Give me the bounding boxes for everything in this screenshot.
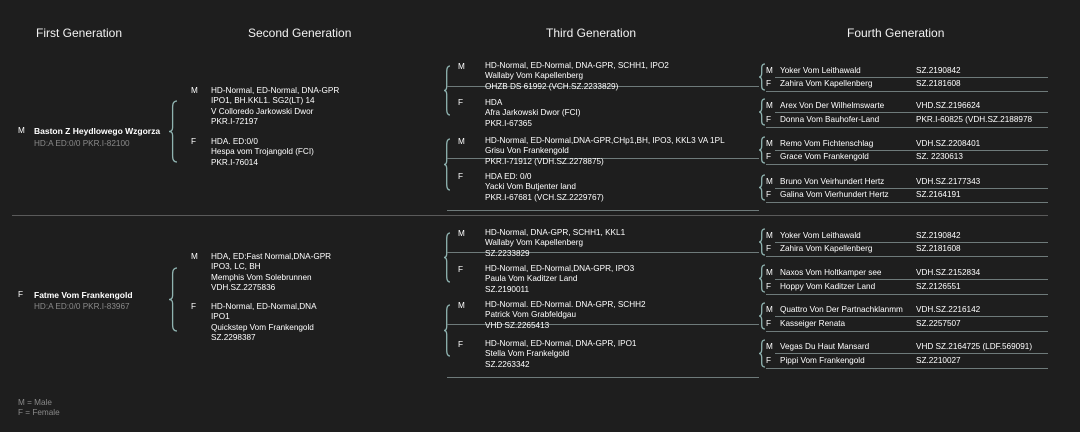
gen4-divider — [766, 91, 1048, 92]
gen4-dog-name[interactable]: Zahira Vom Kapellenberg — [780, 244, 873, 253]
gen4-bracket — [759, 137, 765, 163]
gen4-dog-name[interactable]: Hoppy Vom Kaditzer Land — [780, 282, 876, 291]
gen2-dog-line[interactable]: Quickstep Vom Frankengold — [211, 322, 314, 332]
gen2-dog-line: VDH.SZ.2275836 — [211, 283, 276, 293]
gen4-bracket — [759, 303, 765, 329]
gen3-sex-marker: M — [458, 137, 465, 146]
gen4-bracket — [759, 99, 765, 125]
gen4-dog-name[interactable]: Zahira Vom Kapellenberg — [780, 79, 873, 88]
gen4-registration: VDH.SZ.2177343 — [916, 177, 981, 186]
gen4-dog-row[interactable] — [766, 244, 1056, 255]
gen4-registration: VDH.SZ.2152834 — [916, 268, 981, 277]
gen4-sex-marker: M — [766, 342, 773, 351]
gen2-sex-marker: F — [191, 137, 197, 146]
gen3-dog-line: HD-Normal. ED-Normal. DNA-GPR, SCHH2 — [485, 300, 646, 309]
gen2-dog-line: HD-Normal, ED-Normal,DNA — [211, 302, 317, 311]
gen4-dog-row[interactable] — [766, 231, 1056, 242]
header-third-generation: Third Generation — [546, 26, 637, 40]
gen4-divider — [775, 188, 1048, 189]
gen4-dog-name[interactable]: Kasseiger Renata — [780, 319, 846, 328]
gen4-registration: SZ.2126551 — [916, 282, 961, 291]
gen4-registration: VDH.SZ.2216142 — [916, 305, 981, 314]
gen2-sex-marker: M — [191, 252, 198, 261]
gen4-divider — [766, 256, 1048, 257]
gen3-dog-line[interactable]: Patrick Vom Grabfeldgau — [485, 310, 577, 320]
gen3-dog-line: HD-Normal, ED-Normal, DNA-GPR, IPO1 — [485, 339, 637, 348]
gen4-divider — [775, 353, 1048, 354]
gen1-dog-info: HD:A ED:0/0 PKR.I-82100 — [34, 139, 130, 148]
gen4-registration: SZ.2181608 — [916, 244, 961, 253]
header-second-generation: Second Generation — [248, 26, 352, 40]
gen4-registration: SZ.2190842 — [916, 231, 961, 240]
gen4-divider — [766, 164, 1048, 165]
gen4-dog-name[interactable]: Yoker Vom Leithawald — [780, 231, 861, 240]
gen3-sex-marker: F — [458, 172, 464, 181]
gen2-dog-line: HD-Normal, ED-Normal, DNA-GPR — [211, 86, 340, 95]
gen4-dog-row[interactable] — [766, 139, 1056, 150]
gen4-sex-marker: F — [766, 115, 772, 124]
gen3-dog-line: HDA — [485, 98, 503, 107]
gen3-dog-line: PKR.I-67681 (VCH.SZ.2229767) — [485, 192, 604, 202]
gen3-divider — [447, 210, 759, 211]
gen3-sex-marker: F — [458, 265, 464, 274]
gen4-sex-marker: M — [766, 139, 773, 148]
gen4-registration: SZ.2190842 — [916, 66, 961, 75]
gen3-dog-line: HD-Normal, ED-Normal, DNA-GPR, SCHH1, IPO2 — [485, 61, 669, 70]
gen4-dog-name[interactable]: Remo Vom Fichtenschlag — [780, 139, 874, 148]
gen4-sex-marker: M — [766, 305, 773, 314]
gen4-registration: SZ. 2230613 — [916, 152, 963, 161]
gen2-sex-marker: M — [191, 86, 198, 95]
header-first-generation: First Generation — [36, 26, 123, 40]
header-fourth-generation: Fourth Generation — [847, 26, 945, 40]
gen2-bracket-upper — [444, 233, 450, 282]
gen3-sex-marker: F — [458, 340, 464, 349]
gen4-dog-row[interactable] — [766, 305, 1056, 316]
gen3-dog-line[interactable]: Stella Vom Frankelgold — [485, 349, 570, 359]
gen3-dog-line: HDA ED: 0/0 — [485, 172, 532, 181]
gen4-sex-marker: F — [766, 152, 772, 161]
gen4-sex-marker: M — [766, 231, 773, 240]
gen4-dog-row[interactable] — [766, 66, 1056, 77]
gen4-dog-row[interactable] — [766, 101, 1056, 112]
gen4-divider — [766, 127, 1048, 128]
gen4-sex-marker: M — [766, 66, 773, 75]
gen3-sex-marker: M — [458, 301, 465, 310]
pedigree-separator — [12, 215, 1048, 216]
gen2-dog-line[interactable]: V Colloredo Jarkowski Dwor — [211, 106, 314, 116]
gen3-dog-line[interactable]: Yacki Vom Butjenter land — [485, 182, 576, 192]
gen2-dog-line: HDA, ED:Fast Normal,DNA-GPR — [211, 252, 332, 261]
gen4-registration: SZ.2181608 — [916, 79, 961, 88]
gen2-dog-line[interactable]: Hespa vom Trojangold (FCI) — [211, 147, 314, 157]
gen4-bracket — [759, 265, 765, 292]
gen1-bracket — [169, 268, 177, 331]
gen2-dog-line: IPO3, LC, BH — [211, 262, 261, 272]
gen2-dog-line: SZ.2298387 — [211, 333, 256, 343]
gen4-registration: SZ.2164191 — [916, 190, 961, 199]
gen4-divider — [766, 202, 1048, 203]
gen1-dog-info: HD:A ED:0/0 PKR.I-83967 — [34, 302, 130, 311]
gen3-dog-line[interactable]: Wallaby Vom Kapellenberg — [485, 71, 584, 81]
gen4-dog-row[interactable] — [766, 319, 1056, 330]
gen4-bracket — [759, 340, 765, 367]
gen3-dog-line: SZ.2190011 — [485, 284, 530, 294]
gen4-divider — [775, 150, 1048, 151]
gen1-sex-marker: F — [18, 290, 24, 299]
gen2-sex-marker: F — [191, 302, 197, 311]
gen4-dog-name[interactable]: Vegas Du Haut Mansard — [780, 342, 870, 351]
gen2-bracket-lower — [444, 305, 450, 356]
gen3-dog-line: OHZB DS 61992 (VCH.SZ.2233829) — [485, 81, 619, 91]
legend-female: F = Female — [18, 408, 60, 417]
gen4-bracket — [759, 64, 765, 90]
gen4-dog-name[interactable]: Quattro Von Der Partnachklanmm — [780, 305, 903, 314]
gen2-dog-line: IPO1 — [211, 312, 230, 322]
gen4-dog-name[interactable]: Donna Vom Bauhofer-Land — [780, 115, 880, 124]
gen4-dog-row[interactable] — [766, 115, 1056, 126]
gen4-dog-name[interactable]: Yoker Vom Leithawald — [780, 66, 861, 75]
gen4-registration: VHD.SZ.2196624 — [916, 101, 981, 110]
gen4-registration: SZ.2210027 — [916, 356, 961, 365]
gen3-dog-line: SZ.2263342 — [485, 359, 530, 369]
gen4-sex-marker: F — [766, 79, 772, 88]
gen4-dog-name[interactable]: Arex Von Der Wilhelmswarte — [780, 101, 885, 110]
gen4-sex-marker: F — [766, 282, 772, 291]
gen4-registration: SZ.2257507 — [916, 319, 961, 328]
gen3-divider — [447, 377, 759, 378]
gen4-dog-row[interactable] — [766, 152, 1056, 163]
gen4-registration: VHD SZ.2164725 (LDF.569091) — [916, 342, 1033, 351]
gen4-dog-row[interactable] — [766, 282, 1056, 293]
gen4-dog-name[interactable]: Naxos Vom Holtkamper see — [780, 268, 882, 277]
gen4-divider — [766, 294, 1048, 295]
gen3-dog-line[interactable]: Afra Jarkowski Dwor (FCI) — [485, 108, 581, 118]
gen4-sex-marker: F — [766, 190, 772, 199]
gen3-dog-line[interactable]: Wallaby Vom Kapellenberg — [485, 238, 584, 248]
gen3-dog-line: HD-Normal, ED-Normal,DNA-GPR, IPO3 — [485, 264, 635, 273]
gen4-divider — [766, 331, 1048, 332]
gen4-dog-name[interactable]: Grace Vom Frankengold — [780, 152, 869, 161]
gen4-sex-marker: F — [766, 244, 772, 253]
gen2-bracket-upper — [444, 66, 450, 115]
gen2-bracket-lower — [444, 139, 450, 190]
gen4-divider — [766, 368, 1048, 369]
gen4-sex-marker: F — [766, 356, 772, 365]
gen4-sex-marker: F — [766, 319, 772, 328]
gen3-dog-line: VHD SZ.2265413 — [485, 320, 550, 330]
gen4-dog-row[interactable] — [766, 177, 1056, 188]
gen4-dog-row[interactable] — [766, 190, 1056, 201]
gen3-dog-line: SZ.2233829 — [485, 248, 530, 258]
gen4-dog-row[interactable] — [766, 268, 1056, 279]
gen3-dog-line: PKR.I-71912 (VDH.SZ.2278875) — [485, 156, 604, 166]
gen2-dog-line: PKR.I-72197 — [211, 117, 258, 127]
gen2-dog-line: HDA. ED:0/0 — [211, 137, 258, 146]
gen4-divider — [775, 112, 1048, 113]
gen3-sex-marker: F — [458, 98, 464, 107]
gen3-sex-marker: M — [458, 229, 465, 238]
gen1-sex-marker: M — [18, 126, 25, 135]
gen3-dog-line[interactable]: Paula Vom Kaditzer Land — [485, 274, 578, 284]
gen4-divider — [775, 279, 1048, 280]
gen2-dog-line: IPO1, BH.KKL1. SG2(LT) 14 — [211, 96, 315, 106]
gen4-sex-marker: M — [766, 268, 773, 277]
gen4-dog-name[interactable]: Galina Vom Vierhundert Hertz — [780, 190, 889, 199]
gen4-dog-name[interactable]: Bruno Von Veirhundert Hertz — [780, 177, 885, 186]
gen3-dog-line[interactable]: Grisu Von Frankengold — [485, 146, 569, 156]
gen2-dog-line: PKR.I-76014 — [211, 157, 258, 167]
gen4-sex-marker: M — [766, 101, 773, 110]
gen4-dog-name[interactable]: Pippi Vom Frankengold — [780, 356, 865, 365]
gen4-dog-row[interactable] — [766, 342, 1056, 353]
gen4-divider — [775, 77, 1048, 78]
gen4-registration: VDH.SZ.2208401 — [916, 139, 981, 148]
gen4-divider — [775, 242, 1048, 243]
gen4-bracket — [759, 175, 765, 200]
legend-male: M = Male — [18, 398, 52, 407]
gen3-dog-line: HD-Normal, ED-Normal,DNA-GPR,CHp1,BH, IPO3, KKL3 VA 1PL — [485, 136, 725, 145]
gen4-dog-row[interactable] — [766, 356, 1056, 367]
gen3-dog-line: PKR.I-67365 — [485, 118, 532, 128]
gen4-registration: PKR.I-60825 (VDH.SZ.2188978 — [916, 115, 1033, 124]
gen4-bracket — [759, 229, 765, 255]
gen3-sex-marker: M — [458, 62, 465, 71]
gen1-dog-name[interactable]: Baston Z Heydlowego Wzgorza — [34, 126, 161, 136]
gen1-bracket — [169, 101, 177, 162]
gen4-sex-marker: M — [766, 177, 773, 186]
gen4-divider — [775, 316, 1048, 317]
gen1-dog-name[interactable]: Fatme Vom Frankengold — [34, 290, 133, 300]
gen4-dog-row[interactable] — [766, 79, 1056, 90]
gen3-dog-line: HD-Normal, DNA-GPR, SCHH1, KKL1 — [485, 228, 626, 237]
gen2-dog-line[interactable]: Memphis Vom Solebrunnen — [211, 272, 312, 282]
